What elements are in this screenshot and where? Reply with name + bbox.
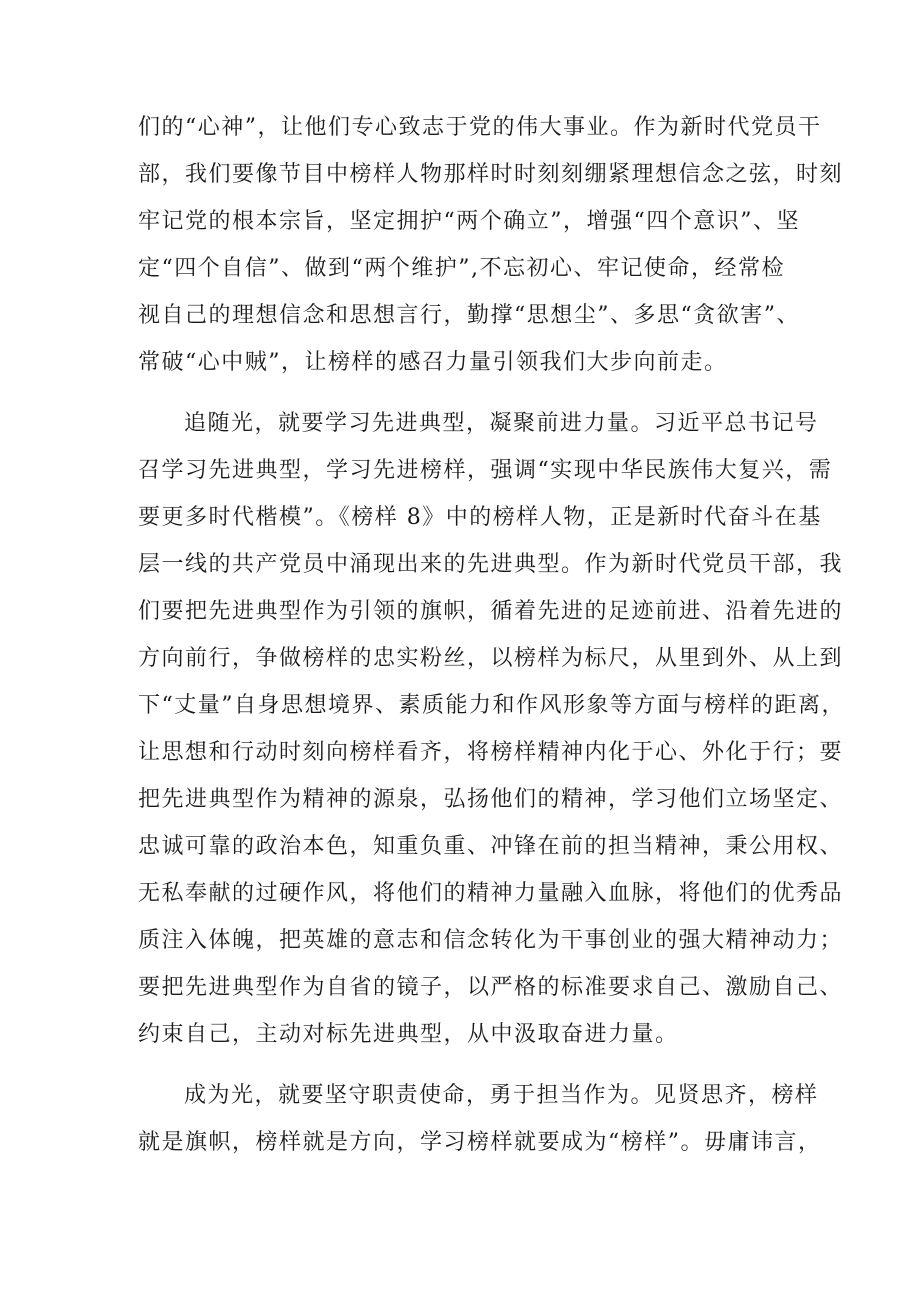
text-line: 把先进典型作为精神的源泉，弘扬他们的精神，学习他们立场坚定、 <box>138 787 844 812</box>
text-line: 常破“心中贼”，让榜样的感召力量引领我们大步向前走。 <box>138 350 728 375</box>
text-line: 无私奉献的过硬作风，将他们的精神力量融入血脉，将他们的优秀品 <box>138 881 844 906</box>
text-line: 方向前行，争做榜样的忠实粉丝，以榜样为标尺，从里到外、从上到 <box>138 646 844 671</box>
text-line: 约束自己，主动对标先进典型，从中汲取奋进力量。 <box>138 1022 679 1047</box>
text-line: 层一线的共产党员中涌现出来的先进典型。作为新时代党员干部，我 <box>138 552 844 577</box>
paragraph-spacer <box>138 1058 788 1072</box>
text-line: 追随光，就要学习先进典型，凝聚前进力量。习近平总书记号 <box>184 411 819 436</box>
text-line: 们的“心神”，让他们专心致志于党的伟大事业。作为新时代党员干 <box>138 115 822 140</box>
text-line: 忠诚可靠的政治本色，知重负重、冲锋在前的担当精神，秉公用权、 <box>138 834 844 859</box>
text-line: 部，我们要像节目中榜样人物那样时时刻刻绷紧理想信念之弦，时刻 <box>138 162 844 187</box>
paragraph-3 <box>138 1072 822 1166</box>
text-line: 定“四个自信”、做到“两个维护”,不忘初心、牢记使命，经常检 <box>138 256 785 281</box>
text-line: 视自己的理想信念和思想言行，勤撑“思想尘”、多思“贪欲害”、 <box>138 303 800 328</box>
text-line: 要更多时代楷模”。《榜样 8》中的榜样人物，正是新时代奋斗在基 <box>138 505 822 530</box>
text-line: 成为光，就要坚守职责使命，勇于担当作为。见贤思齐，榜样 <box>184 1083 819 1108</box>
document-body <box>138 104 845 1166</box>
paragraph-1 <box>138 104 844 386</box>
paragraph-spacer <box>138 386 788 400</box>
text-line: 召学习先进典型，学习先进榜样，强调“实现中华民族伟大复兴，需 <box>138 458 833 483</box>
text-line: 下“丈量”自身思想境界、素质能力和作风形象等方面与榜样的距离， <box>138 693 845 718</box>
text-line: 牢记党的根本宗旨，坚定拥护“两个确立”，增强“四个意识”、坚 <box>138 209 800 234</box>
text-line: 们要把先进典型作为引领的旗帜，循着先进的足迹前进、沿着先进的 <box>138 599 844 624</box>
text-line: 让思想和行动时刻向榜样看齐，将榜样精神内化于心、外化于行；要 <box>138 740 844 765</box>
text-line: 质注入体魄，把英雄的意志和信念转化为干事创业的强大精神动力； <box>138 928 844 953</box>
text-line: 就是旗帜，榜样就是方向，学习榜样就要成为“榜样”。毋庸讳言， <box>138 1130 822 1155</box>
paragraph-2 <box>138 400 845 1058</box>
text-line: 要把先进典型作为自省的镜子，以严格的标准要求自己、激励自己、 <box>138 975 844 1000</box>
